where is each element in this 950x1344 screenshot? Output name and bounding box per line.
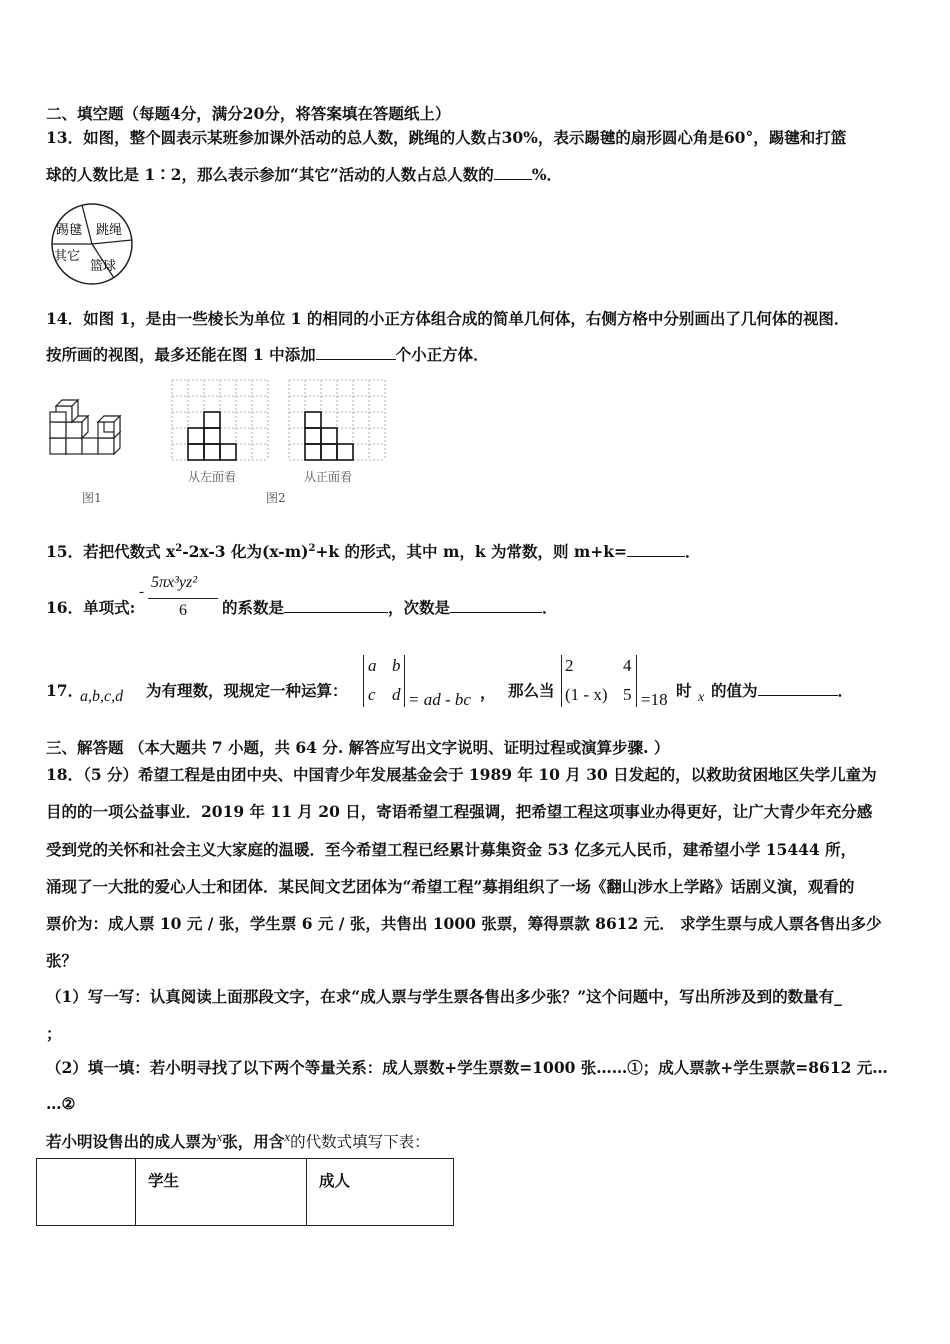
q17-det2-right-bar (636, 655, 637, 707)
q16-numerator: 5πx³yz² (151, 574, 198, 591)
q16-end: ． (542, 598, 558, 617)
pie-label-lanqiu: 篮球 (90, 259, 117, 274)
table-cell-empty[interactable] (37, 1159, 136, 1226)
q18-part2: （2）填一填：若小明寻找了以下两个等量关系：成人票数+学生票数=1000 张……①；成人票款+学生票款=8612 元… (46, 1058, 888, 1077)
q18-line-1: 目的的一项公益事业．2019 年 11 月 20 日，寄语希望工程强调，把希望工程这项事业办得更好，让广大青少年充分感 (46, 802, 873, 821)
q18-answer-table (36, 1158, 454, 1226)
q13-line2 (46, 165, 562, 185)
q14-line1: 14．如图 1，是由一些棱长为单位 1 的相同的小正方体组合成的简单几何体，右侧方格中分别画出了几何体的视图． (46, 309, 850, 328)
q17-prefix: 17． (46, 681, 84, 700)
pie-label-tiaosheng: 跳绳 (96, 223, 123, 238)
pie-divider-4 (92, 240, 132, 244)
q18-part3 (46, 1127, 430, 1152)
q16-mid: 的系数是 (222, 598, 285, 617)
q15-mid2: +k 的形式，其中 m，k 为常数，则 m+k= (315, 542, 628, 562)
q16-mid2: ，次数是 (388, 598, 451, 617)
q15-mid1: -2x-3 化为(x-m) (182, 542, 309, 562)
q14-line2-end: 个小正方体． (395, 345, 489, 364)
pie-label-tijian: 踢毽 (56, 223, 83, 238)
section2-header: 二、填空题（每题4分，满分20分，将答案填在答题纸上） (46, 104, 451, 123)
table-cell-adult: 成人 (307, 1159, 454, 1226)
q17-det1-right-bar (404, 655, 405, 707)
q17-text1: 为有理数，现规定一种运算： (146, 681, 348, 700)
q18-part3-b: 张，用含 (222, 1132, 285, 1152)
q18-part1-end: ； (46, 1024, 62, 1043)
q14-grid-left-view (170, 378, 270, 464)
q13-line1: 13．如图，整个圆表示某班参加课外活动的总人数，跳绳的人数占30%，表示踢毽的扇形圆心角是60°，踢毽和打篮 (46, 128, 847, 147)
section3-header: 三、解答题 （本大题共 7 小题，共 64 分. 解答应写出文字说明、证明过程或演算步骤. ） (46, 738, 670, 757)
q17-m2-bl: (1 - x) (565, 685, 608, 704)
q15-answer-blank[interactable] (627, 542, 685, 557)
q16-neg: - (139, 584, 144, 600)
q18-part1: （1）写一写：认真阅读上面那段文字，在求“成人票与学生票各售出多少张？”这个问题中，写出所涉及到的数量有_ (46, 987, 842, 1006)
q17-det2-left-bar (561, 655, 562, 707)
view-front-caption: 从正面看 (304, 470, 353, 484)
q17-x: x (698, 690, 705, 705)
pie-divider-1 (82, 205, 92, 244)
q16-degree-blank[interactable] (450, 598, 542, 613)
q15-line (46, 539, 701, 562)
q17-vars: a,b,c,d (80, 688, 124, 705)
q18-part3-x: x (216, 1129, 223, 1144)
q17-m2-br: 5 (623, 685, 632, 704)
q17-m-c: c (368, 685, 376, 704)
q17-det1-left-bar (363, 655, 364, 707)
q15-end: ． (685, 542, 701, 562)
q18-line-3: 涌现了一大批的爱心人士和团体．某民间文艺团体为“希望工程”募捐组织了一场《翻山涉水上学路》话剧义演，观看的 (46, 877, 855, 896)
q17-m-b: b (392, 656, 401, 675)
q18-line-0: 18．（5 分）希望工程是由团中央、中国青少年发展基金会于 1989 年 10 月 30 日发起的，以救助贫困地区失学儿童为 (46, 765, 877, 784)
q18-part3-c: 的代数式填写下表： (290, 1133, 430, 1152)
q16-denominator: 6 (179, 602, 187, 619)
q16-prefix: 16．单项式: (46, 598, 136, 617)
q17-m2-tl: 2 (565, 656, 574, 675)
table-row (37, 1159, 454, 1226)
q14-fig1-cubes (46, 394, 130, 462)
q17-answer-blank[interactable] (758, 681, 838, 696)
fig1-label: 图1 (82, 491, 102, 505)
q18-part3-x2: x (284, 1129, 291, 1144)
q18-line-4: 票价为：成人票 10 元 / 张，学生票 6 元 / 张，共售出 1000 张票，筹得票款 8612 元． 求学生票与成人票各售出多少 (46, 914, 882, 933)
q13-pie-figure (46, 200, 140, 290)
fig2-label: 图2 (266, 491, 286, 505)
q17-m-a: a (368, 656, 377, 675)
q18-line-2: 受到党的关怀和社会主义大家庭的温暖．至今希望工程已经累计募集资金 53 亿多元人民币，建希望小学 15444 所， (46, 840, 857, 859)
q17-end: ． (837, 681, 854, 700)
q17-eq: =18 (641, 690, 668, 709)
q17-text4: 的值为 (711, 681, 758, 700)
q13-line2-end: %． (531, 165, 563, 184)
q14-grid-front-view (287, 378, 387, 464)
q15-sup2: 2 (308, 543, 316, 554)
q15-sup1: 2 (175, 543, 183, 554)
q18-part3-a: 若小明设售出的成人票为 (46, 1132, 217, 1152)
q14-line2 (46, 345, 489, 365)
q15-prefix: 15．若把代数式 x (46, 542, 176, 562)
q14-line2-text: 按所画的视图，最多还能在图 1 中添加 (46, 345, 316, 364)
q17-answer (711, 681, 853, 701)
q17-comma: ， (480, 683, 496, 702)
q16-fraction-bar (148, 598, 218, 599)
q17-rhs: = ad - bc (408, 690, 471, 709)
q13-line2-text: 球的人数比是 1∶2，那么表示参加“其它”活动的人数占总人数的 (46, 165, 494, 184)
q13-answer-blank[interactable] (494, 165, 532, 180)
q17-m-d: d (392, 685, 401, 704)
view-left-caption: 从左面看 (188, 470, 237, 484)
q17-text3: 时 (676, 681, 692, 700)
table-cell-student: 学生 (136, 1159, 307, 1226)
q16-coef-blank[interactable] (284, 598, 388, 613)
q14-answer-blank[interactable] (316, 345, 396, 360)
q17-m2-tr: 4 (623, 656, 632, 675)
q18-part2-end: …② (46, 1094, 76, 1113)
q16-rest (222, 598, 558, 618)
q18-line-5: 张？ (46, 951, 78, 970)
pie-label-qita: 其它 (54, 249, 81, 264)
q17-text2: 那么当 (508, 681, 555, 700)
